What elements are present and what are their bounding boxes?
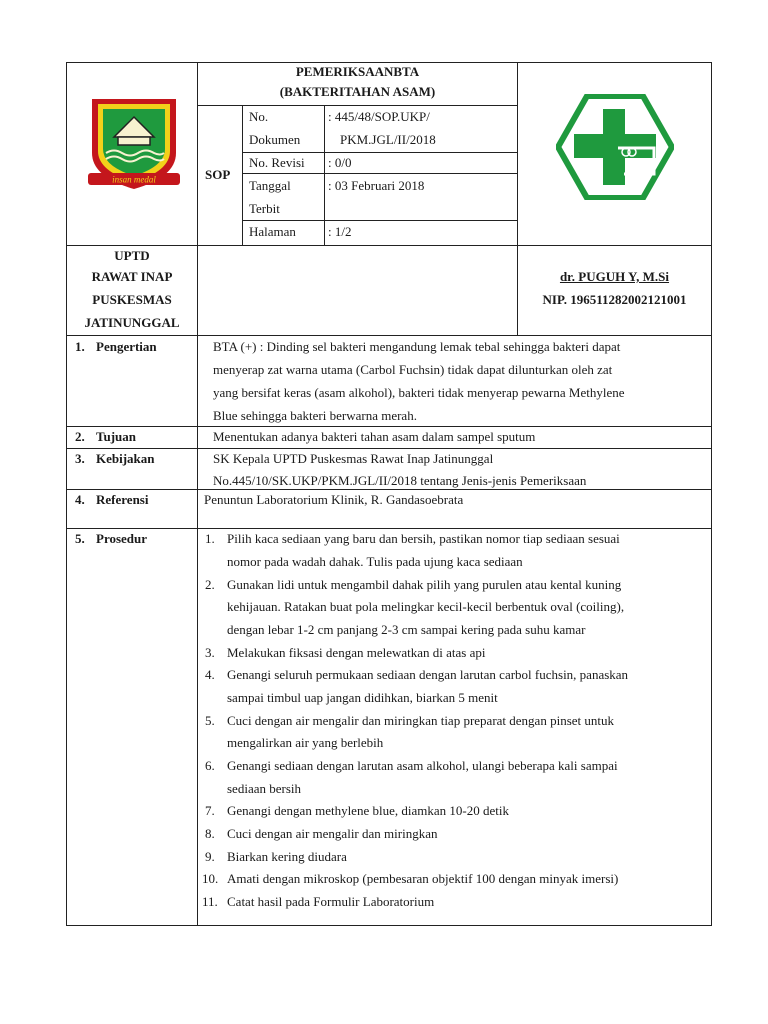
sop-title-line1: PEMERIKSAANBTA (295, 64, 420, 79)
signer-name: dr. PUGUH Y, M.Si (559, 269, 670, 284)
section-label-prosedur: Prosedur (96, 531, 148, 546)
step-line: sampai timbul uap jangan didihkan, biarkan 5 menit (227, 690, 498, 705)
step-line: Genangi seluruh permukaan sediaan dengan larutan carbol fuchsin, panaskan (227, 667, 629, 682)
step-number: 8. (205, 826, 215, 841)
step-line: nomor pada wadah dahak. Tulis pada ujung kaca sediaan (227, 554, 523, 569)
section-num-kebijakan: 3. (75, 451, 85, 466)
step-line: Cuci dengan air mengalir dan miringkan (227, 826, 438, 841)
step-number: 5. (205, 713, 215, 728)
step-line: kehijauan. Ratakan buat pola melingkar kecil-kecil berbentuk oval (coiling), (227, 599, 625, 614)
org-line3: PUSKESMAS (92, 292, 172, 307)
step-line: Genangi dengan methylene blue, diamkan 10-20 detik (227, 803, 509, 818)
step-line: dengan lebar 1-2 cm panjang 2-3 cm sampai kering pada suhu kamar (227, 622, 586, 637)
doc-no-value-2: PKM.JGL/II/2018 (340, 132, 436, 147)
step-line: Catat hasil pada Formulir Laboratorium (227, 894, 435, 909)
regency-logo (84, 93, 184, 193)
step-line: sediaan bersih (227, 781, 302, 796)
section-num-prosedur: 5. (75, 531, 85, 546)
section-num-tujuan: 2. (75, 429, 85, 444)
doc-no-label-1: No. (249, 109, 269, 124)
step-number: 6. (205, 758, 215, 773)
section-label-tujuan: Tujuan (96, 429, 136, 444)
doc-no-value-1: : 445/48/SOP.UKP/ (328, 109, 430, 124)
step-number: 7. (205, 803, 215, 818)
step-number: 10. (202, 871, 219, 886)
revisi-label: No. Revisi (249, 155, 305, 170)
org-line4: JATINUNGGAL (84, 315, 180, 330)
step-line: mengalirkan air yang berlebih (227, 735, 384, 750)
sop-title-line2: (BAKTERITAHAN ASAM) (279, 84, 436, 99)
org-line2: RAWAT INAP (91, 269, 173, 284)
signer-nip: NIP. 196511282002121001 (542, 292, 687, 307)
step-number: 2. (205, 577, 215, 592)
section-label-referensi: Referensi (96, 492, 149, 507)
kebijakan-line: SK Kepala UPTD Puskesmas Rawat Inap Jatinunggal (213, 451, 494, 466)
section-label-pengertian: Pengertian (96, 339, 157, 354)
tujuan-text: Menentukan adanya bakteri tahan asam dalam sampel sputum (213, 429, 536, 444)
pengertian-line: Blue sehingga bakteri berwarna merah. (213, 408, 417, 423)
sop-label: SOP (205, 167, 231, 182)
section-label-kebijakan: Kebijakan (96, 451, 155, 466)
step-number: 11. (202, 894, 218, 909)
step-number: 3. (205, 645, 215, 660)
section-num-pengertian: 1. (75, 339, 85, 354)
org-line1: UPTD (114, 248, 150, 263)
pengertian-line: yang bersifat keras (asam alkohol), bakteri tidak menyerap pewarna Methylene (213, 385, 625, 400)
step-line: Melakukan fiksasi dengan melewatkan di atas api (227, 645, 486, 660)
step-line: Genangi sediaan dengan larutan asam alkohol, ulangi beberapa kali sampai (227, 758, 618, 773)
halaman-value: : 1/2 (328, 224, 352, 239)
step-number: 1. (205, 531, 215, 546)
step-line: Biarkan kering diudara (227, 849, 347, 864)
logo-ribbon-text: insan medal (112, 174, 156, 185)
step-number: 4. (205, 667, 215, 682)
step-line: Amati dengan mikroskop (pembesaran objektif 100 dengan minyak imersi) (227, 871, 619, 886)
puskesmas-logo (556, 94, 674, 200)
tanggal-label-1: Tanggal (249, 178, 291, 193)
step-line: Gunakan lidi untuk mengambil dahak pilih yang purulen atau kental kuning (227, 577, 622, 592)
kebijakan-line: No.445/10/SK.UKP/PKM.JGL/II/2018 tentang Jenis-jenis Pemeriksaan (213, 473, 587, 488)
pengertian-line: menyerap zat warna utama (Carbol Fuchsin) tidak dapat dilunturkan oleh zat (213, 362, 613, 377)
step-line: Cuci dengan air mengalir dan miringkan tiap preparat dengan pinset untuk (227, 713, 614, 728)
pengertian-line: BTA (+) : Dinding sel bakteri mengandung lemak tebal sehingga bakteri dapat (213, 339, 621, 354)
step-line: Pilih kaca sediaan yang baru dan bersih, pastikan nomor tiap sediaan sesuai (227, 531, 620, 546)
halaman-label: Halaman (249, 224, 296, 239)
section-num-referensi: 4. (75, 492, 85, 507)
tanggal-label-2: Terbit (249, 201, 280, 216)
tanggal-value: : 03 Februari 2018 (328, 178, 425, 193)
revisi-value: : 0/0 (328, 155, 352, 170)
doc-no-label-2: Dokumen (249, 132, 301, 147)
step-number: 9. (205, 849, 215, 864)
referensi-text: Penuntun Laboratorium Klinik, R. Gandasoebrata (204, 492, 464, 507)
